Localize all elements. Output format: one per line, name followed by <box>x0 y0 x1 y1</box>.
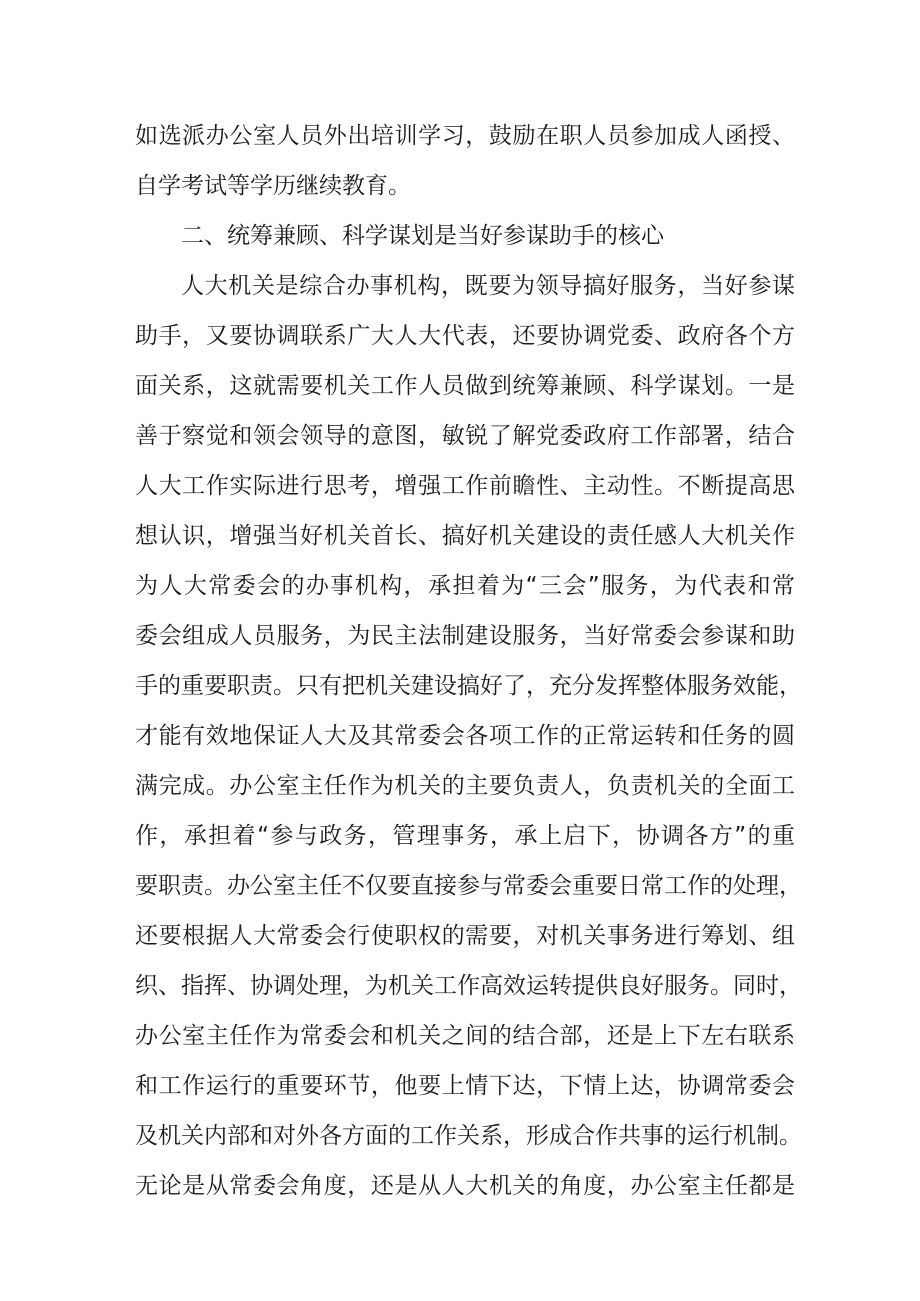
body-text-line: 和工作运行的重要环节，他要上情下达，下情上达，协调常委会 <box>135 1073 795 1099</box>
body-text-line: 人大机关是综合办事机构，既要为领导搞好服务，当好参谋 <box>181 273 795 299</box>
body-text-line: 手的重要职责。只有把机关建设搞好了，充分发挥整体服务效能， <box>135 673 802 699</box>
body-text-line: 办公室主任作为常委会和机关之间的结合部，还是上下左右联系 <box>135 1023 795 1049</box>
body-text-line: 为人大常委会的办事机构，承担着为“三会”服务，为代表和常 <box>135 573 795 599</box>
body-text-line: 人大工作实际进行思考，增强工作前瞻性、主动性。不断提高思 <box>135 473 795 499</box>
body-text-line: 织、指挥、协调处理，为机关工作高效运转提供良好服务。同时， <box>135 973 802 999</box>
body-text-line: 要职责。办公室主任不仅要直接参与常委会重要日常工作的处理， <box>135 873 802 899</box>
body-text-line: 助手，又要协调联系广大人大代表，还要协调党委、政府各个方 <box>135 323 795 349</box>
body-text-line: 如选派办公室人员外出培训学习，鼓励在职人员参加成人函授、 <box>135 123 795 149</box>
body-text-line: 满完成。办公室主任作为机关的主要负责人，负责机关的全面工 <box>135 773 795 799</box>
section-heading: 二、统筹兼顾、科学谋划是当好参谋助手的核心 <box>181 223 664 249</box>
body-text-line: 想认识，增强当好机关首长、搞好机关建设的责任感人大机关作 <box>135 523 795 549</box>
body-text-line: 及机关内部和对外各方面的工作关系，形成合作共事的运行机制。 <box>135 1123 802 1149</box>
body-text-line: 作，承担着“参与政务，管理事务，承上启下，协调各方”的重 <box>135 823 795 849</box>
body-text-line: 善于察觉和领会领导的意图，敏锐了解党委政府工作部署，结合 <box>135 423 795 449</box>
body-text-line: 面关系，这就需要机关工作人员做到统筹兼顾、科学谋划。一是 <box>135 373 795 399</box>
body-text-line: 还要根据人大常委会行使职权的需要，对机关事务进行筹划、组 <box>135 923 795 949</box>
body-text-line: 无论是从常委会角度，还是从人大机关的角度，办公室主任都是 <box>135 1173 795 1199</box>
body-text-line: 才能有效地保证人大及其常委会各项工作的正常运转和任务的圆 <box>135 723 795 749</box>
body-text-line: 自学考试等学历继续教育。 <box>135 173 411 199</box>
body-text-line: 委会组成人员服务，为民主法制建设服务，当好常委会参谋和助 <box>135 623 795 649</box>
